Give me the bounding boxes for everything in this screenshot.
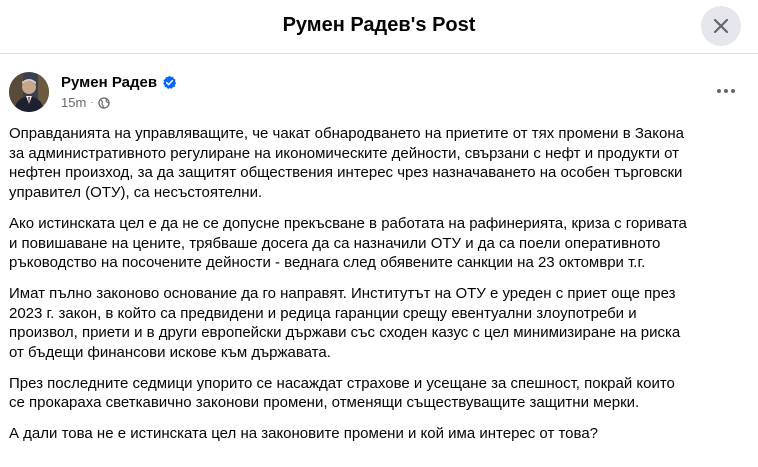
meta-separator: · (90, 97, 94, 108)
more-options-icon (716, 88, 736, 94)
close-button[interactable] (701, 6, 741, 46)
close-icon (711, 16, 731, 36)
post-header (0, 60, 758, 120)
post-paragraph: А дали това не е истинската цел на законовите промени и кой има интерес от това? (9, 425, 599, 443)
dialog-title: Румен Радев's Post (282, 14, 476, 36)
author-row (61, 74, 177, 91)
post-dialog-header (0, 0, 758, 54)
post-paragraph: Имат пълно законово основание да го направят. Институтът на ОТУ е уреден с приет още през 2023 г. закон, в който са предвидени и редица гаранции срещу евентуални злоупотреби и произвол, приети и в други европейски държави със сходен казус с цел минимизиране на риска от бъдещи финансови искове към държавата. (9, 284, 681, 362)
post-paragraph: Оправданията на управляващите, че чакат обнародването на приетите от тях промени в Закона за административното регулиране на икономическите дейности, свързани с нефт и продукти от нефтен произход, за да защитят обществения интерес чрез назначаването на особен търговски управител (ОТУ), са несъстоятелни. (9, 125, 684, 202)
author-avatar[interactable] (9, 72, 49, 112)
post-timestamp[interactable]: 15m (61, 95, 87, 110)
post-body (9, 124, 749, 455)
author-name[interactable]: Румен Радев (61, 74, 158, 91)
post-paragraph: През последните седмици упорито се насаждат страхове и усещане за спешност, покрай които се прокараха светкавично законови промени, отменящи съществуващите защитни мерки. (9, 374, 675, 412)
more-options-button[interactable] (708, 76, 744, 106)
globe-icon[interactable] (98, 97, 110, 109)
post-meta (61, 95, 110, 110)
post-paragraph: Ако истинската цел е да не се допусне прекъсване в работата на рафинерията, криза с горивата и повишаване на цените, трябваше досега да са назначили ОТУ и да са поели оперативното ръководство на посочените дейности - веднага след обявените санкции на 23 октомври т.г. (9, 214, 687, 272)
verified-badge-icon (162, 75, 177, 90)
avatar-image (9, 72, 49, 112)
